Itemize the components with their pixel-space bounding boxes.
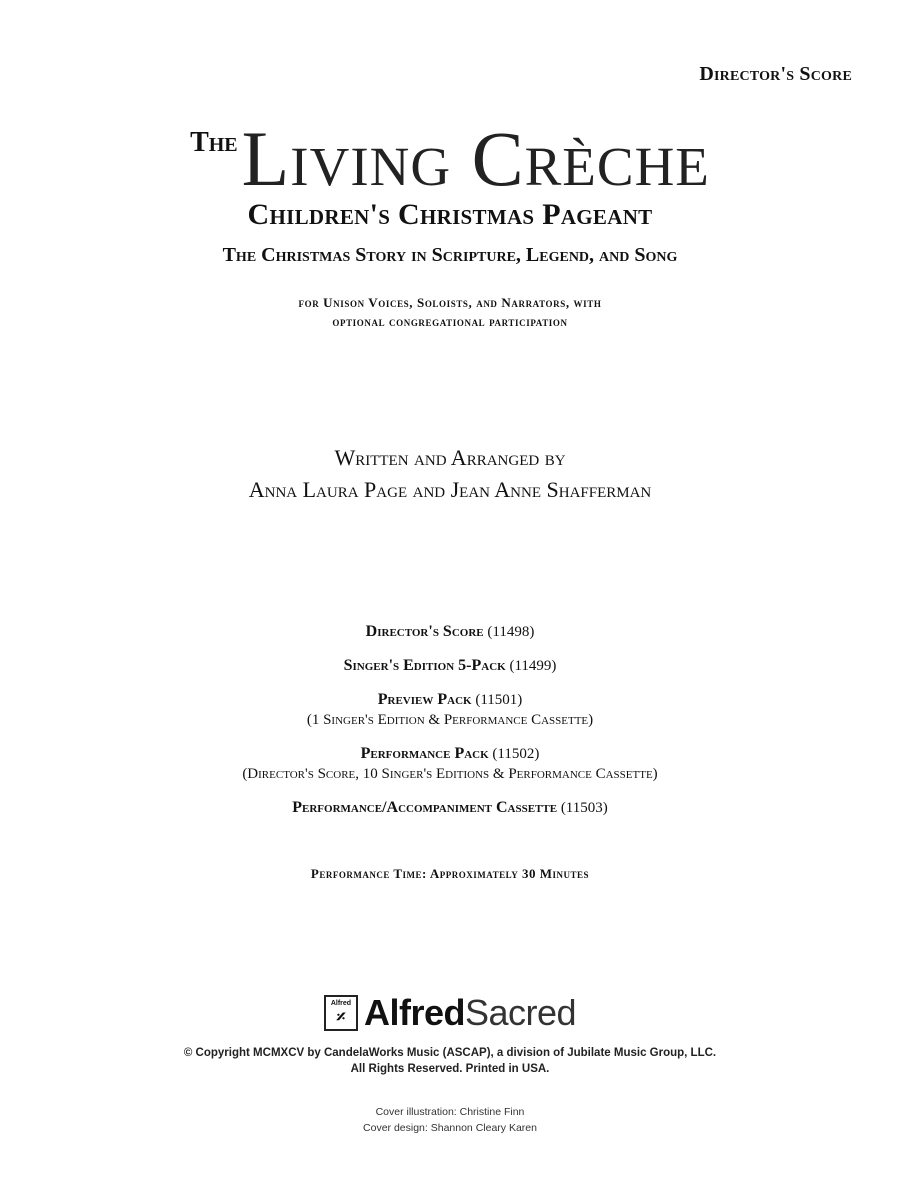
product-item xyxy=(0,656,900,676)
voicing-note xyxy=(0,293,900,331)
title-article: The xyxy=(190,127,238,158)
tagline: The Christmas Story in Scripture, Legend, and Song xyxy=(222,244,678,266)
product-name: Performance/Accompaniment Cassette xyxy=(292,799,558,816)
document-type-label: Director's Score xyxy=(699,63,852,85)
publisher-name-light: Sacred xyxy=(464,992,577,1033)
product-name: Director's Score xyxy=(365,623,484,640)
product-name: Performance Pack xyxy=(360,745,489,762)
emblem-small-text: Alfred xyxy=(330,1000,352,1007)
product-item xyxy=(0,744,900,784)
product-name: Singer's Edition 5-Pack xyxy=(343,657,506,674)
product-code: (11499) xyxy=(509,658,557,674)
product-item xyxy=(0,690,900,730)
subtitle: Children's Christmas Pageant xyxy=(247,198,653,231)
credits-authors: Anna Laura Page and Jean Anne Shafferman xyxy=(248,477,652,502)
product-item xyxy=(0,798,900,818)
author-credits xyxy=(0,442,900,506)
publisher-logo xyxy=(0,990,900,1034)
copyright-notice xyxy=(0,1045,900,1077)
main-title xyxy=(0,115,900,202)
credits-heading: Written and Arranged by xyxy=(334,445,566,470)
product-item xyxy=(0,622,900,642)
product-name: Preview Pack xyxy=(377,691,472,708)
alfred-emblem-icon: Alfred 𝄎 xyxy=(324,995,358,1031)
product-list xyxy=(0,622,900,832)
publisher-name xyxy=(364,992,576,1034)
cover-credits xyxy=(0,1104,900,1136)
product-code: (11501) xyxy=(475,692,523,708)
title-block xyxy=(0,115,900,331)
copyright-line-2: All Rights Reserved. Printed in USA. xyxy=(350,1063,550,1075)
copyright-line-1: © Copyright MCMXCV by CandelaWorks Music (ASCAP), a division of Jubilate Music Group, LLC. xyxy=(183,1047,717,1059)
title-main-text: Living Crèche xyxy=(241,115,710,202)
performance-time: Performance Time: Approximately 30 Minutes xyxy=(310,866,590,881)
cover-illustration-credit: Cover illustration: Christine Finn xyxy=(375,1106,525,1118)
product-code: (11498) xyxy=(487,624,535,640)
product-code: (11502) xyxy=(492,746,540,762)
publisher-name-bold: Alfred xyxy=(363,992,465,1033)
product-detail: (1 Singer's Edition & Performance Cassette) xyxy=(306,712,594,728)
voicing-line-1: for Unison Voices, Soloists, and Narrators, with xyxy=(298,295,602,310)
voicing-line-2: optional congregational participation xyxy=(332,314,568,329)
product-code: (11503) xyxy=(560,800,608,816)
cover-design-credit: Cover design: Shannon Cleary Karen xyxy=(363,1122,537,1134)
product-detail: (Director's Score, 10 Singer's Editions & Performance Cassette) xyxy=(242,766,658,782)
